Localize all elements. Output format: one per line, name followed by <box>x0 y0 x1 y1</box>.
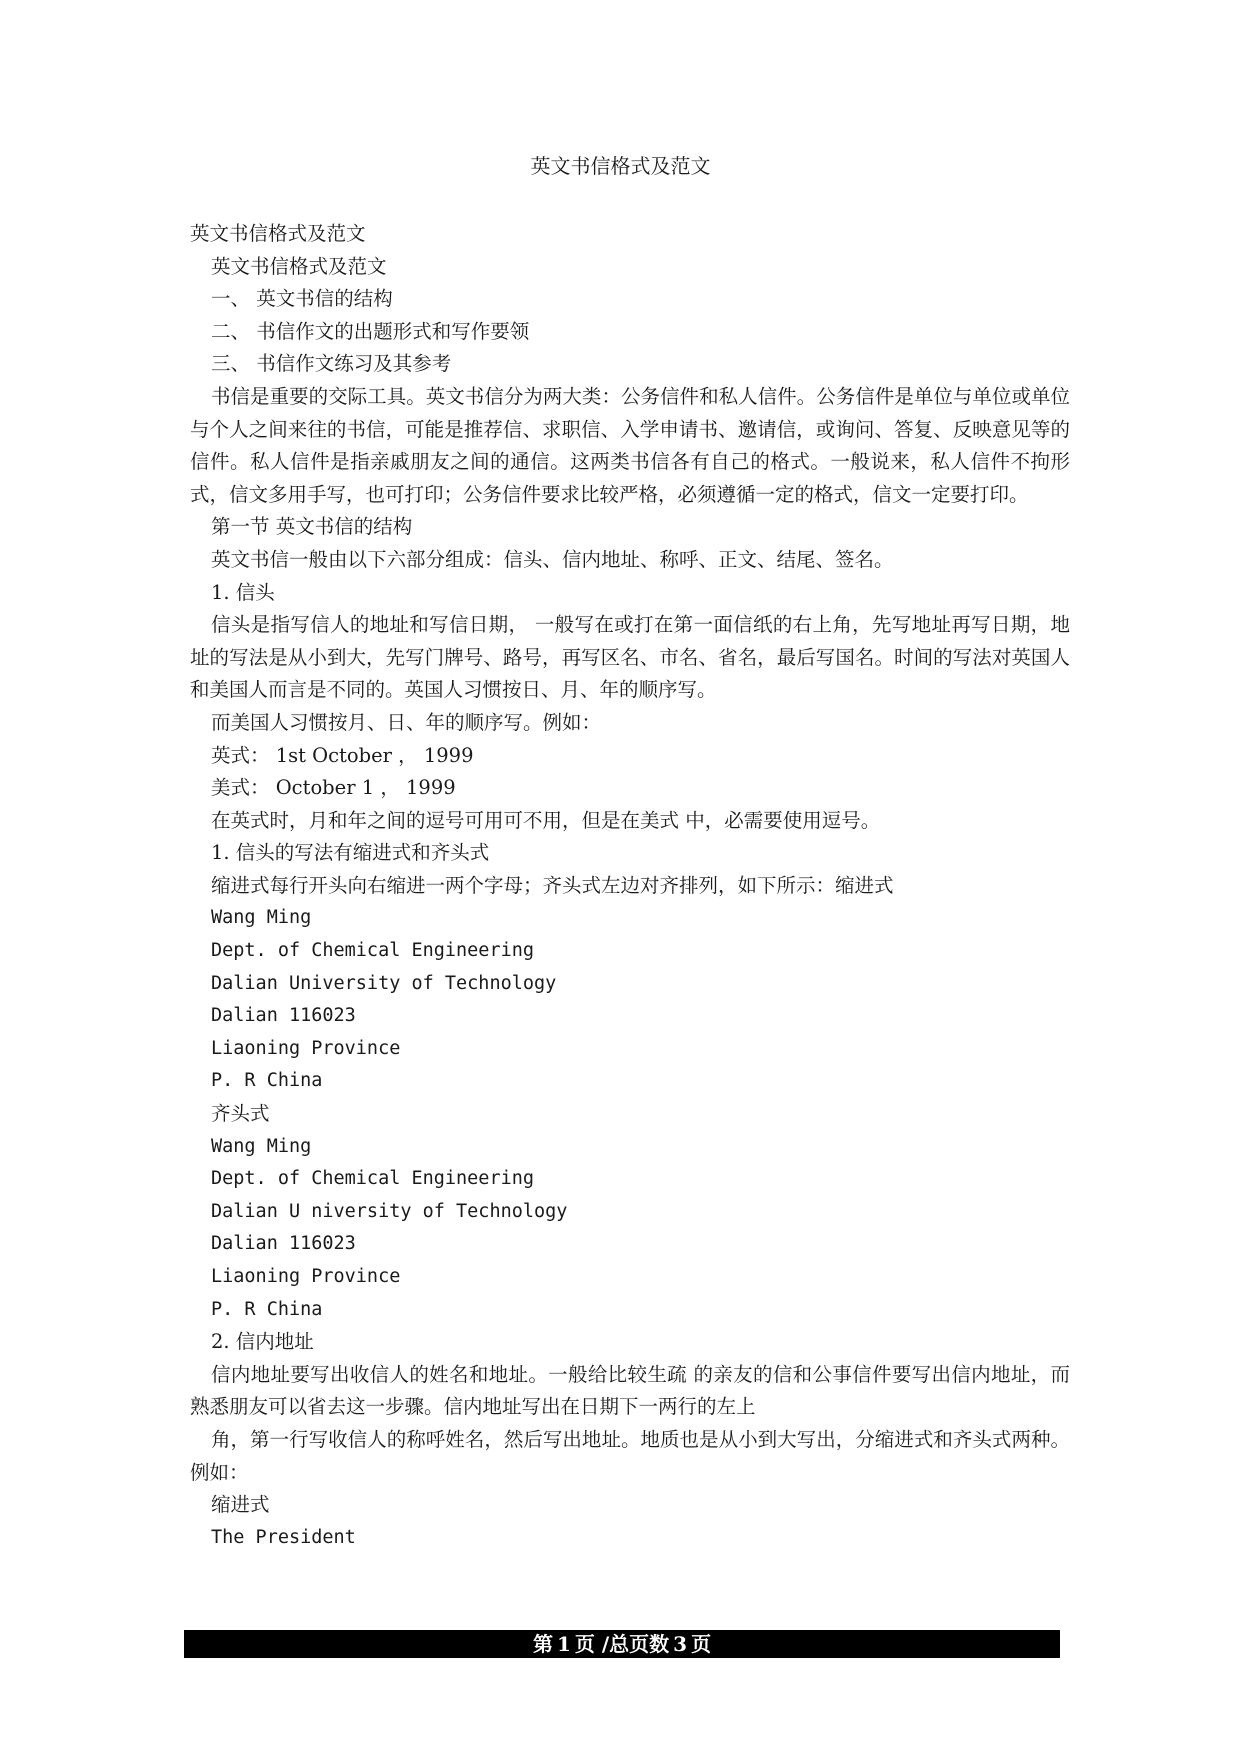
section-heading-1: 第一节 英文书信的结构 <box>211 515 413 539</box>
address-line: The President <box>211 1526 356 1548</box>
outline-item-2: 二、 书信作文的出题形式和写作要领 <box>211 319 530 343</box>
footer-suffix: 页 <box>691 1632 712 1656</box>
example-american-date: 美式： October 1 ， 1999 <box>211 776 456 800</box>
example-british-date: 英式： 1st October ， 1999 <box>211 743 474 767</box>
outline-item-1: 一、 英文书信的结构 <box>211 287 393 311</box>
paragraph-us-order: 而美国人习惯按月、日、年的顺序写。例如： <box>211 710 602 734</box>
address-line: Liaoning Province <box>211 1037 401 1059</box>
subheading-inside-address: 2. 信内地址 <box>211 1330 314 1354</box>
address-line: Liaoning Province <box>211 1266 401 1287</box>
outline-item-3: 三、 书信作文练习及其参考 <box>211 352 452 376</box>
label-indented-style: 缩进式 <box>211 1493 270 1517</box>
paragraph-letterhead: 信头是指写信人的地址和写信日期， 一般写在或打在第一面信纸的右上角，先写地址再写日期，地址的写法是从小到大，先写门牌号、路号，再写区名、市名、省名，最后写国名。时间的写法对英国人和美国人而言是不同的。英国人习惯按日、月、年的顺序写。 <box>190 613 1070 702</box>
address-line: Dalian 116023 <box>211 1233 356 1255</box>
address-line: P. R China <box>211 1298 323 1320</box>
footer-prefix: 第 <box>532 1632 553 1656</box>
address-line: Dept. of Chemical Engineering <box>211 940 535 962</box>
paragraph-indented-desc: 缩进式每行开头向右缩进一两个字母；齐头式左边对齐排列，如下所示：缩进式 <box>211 873 894 897</box>
paragraph-comma-note: 在英式时，月和年之间的逗号可用可不用，但是在美式 中，必需要使用逗号。 <box>211 808 881 832</box>
footer-page-number: 1 <box>556 1632 571 1656</box>
page-footer <box>184 1630 1060 1658</box>
address-line: P. R China <box>211 1070 323 1092</box>
body-subheading: 英文书信格式及范文 <box>211 254 387 278</box>
document-body <box>190 218 1070 1554</box>
body-heading: 英文书信格式及范文 <box>190 222 366 245</box>
address-line: Dalian U niversity of Technology <box>211 1200 568 1222</box>
subheading-letterhead: 1. 信头 <box>211 580 275 604</box>
address-line: Wang Ming <box>211 907 312 929</box>
address-line: Dalian University of Technology <box>211 972 557 994</box>
paragraph-intro: 书信是重要的交际工具。英文书信分为两大类：公务信件和私人信件。公务信件是单位与单位或单位与个人之间来往的书信，可能是推荐信、求职信、入学申请书、邀请信，或询问、答复、反映意见等的信件。私人信件是指亲戚朋友之间的通信。这两类书信各有自己的格式。一般说来，私人信件不拘形式，信文多用手写，也可打印；公务信件要求比较严格，必须遵循一定的格式，信文一定要打印。 <box>190 384 1070 506</box>
address-line: Dept. of Chemical Engineering <box>211 1168 535 1190</box>
address-line: Dalian 116023 <box>211 1005 356 1027</box>
footer-mid: 页 /总页数 <box>574 1632 670 1656</box>
paragraph-parts: 英文书信一般由以下六部分组成：信头、信内地址、称呼、正文、结尾、签名。 <box>211 547 894 571</box>
page-title: 英文书信格式及范文 <box>530 154 711 178</box>
subheading-letterhead-styles: 1. 信头的写法有缩进式和齐头式 <box>211 841 490 865</box>
paragraph-inside-address: 信内地址要写出收信人的姓名和地址。一般给比较生疏 的亲友的信和公事信件要写出信内地址，而熟悉朋友可以省去这一步骤。信内地址写出在日期下一两行的左上 <box>190 1362 1070 1419</box>
footer-total-pages: 3 <box>673 1632 688 1656</box>
address-line: Wang Ming <box>211 1135 312 1157</box>
paragraph-inside-address-cont: 角，第一行写收信人的称呼姓名，然后写出地址。地质也是从小到大写出，分缩进式和齐头式两种。例如： <box>190 1427 1070 1484</box>
label-block-style: 齐头式 <box>211 1102 270 1126</box>
